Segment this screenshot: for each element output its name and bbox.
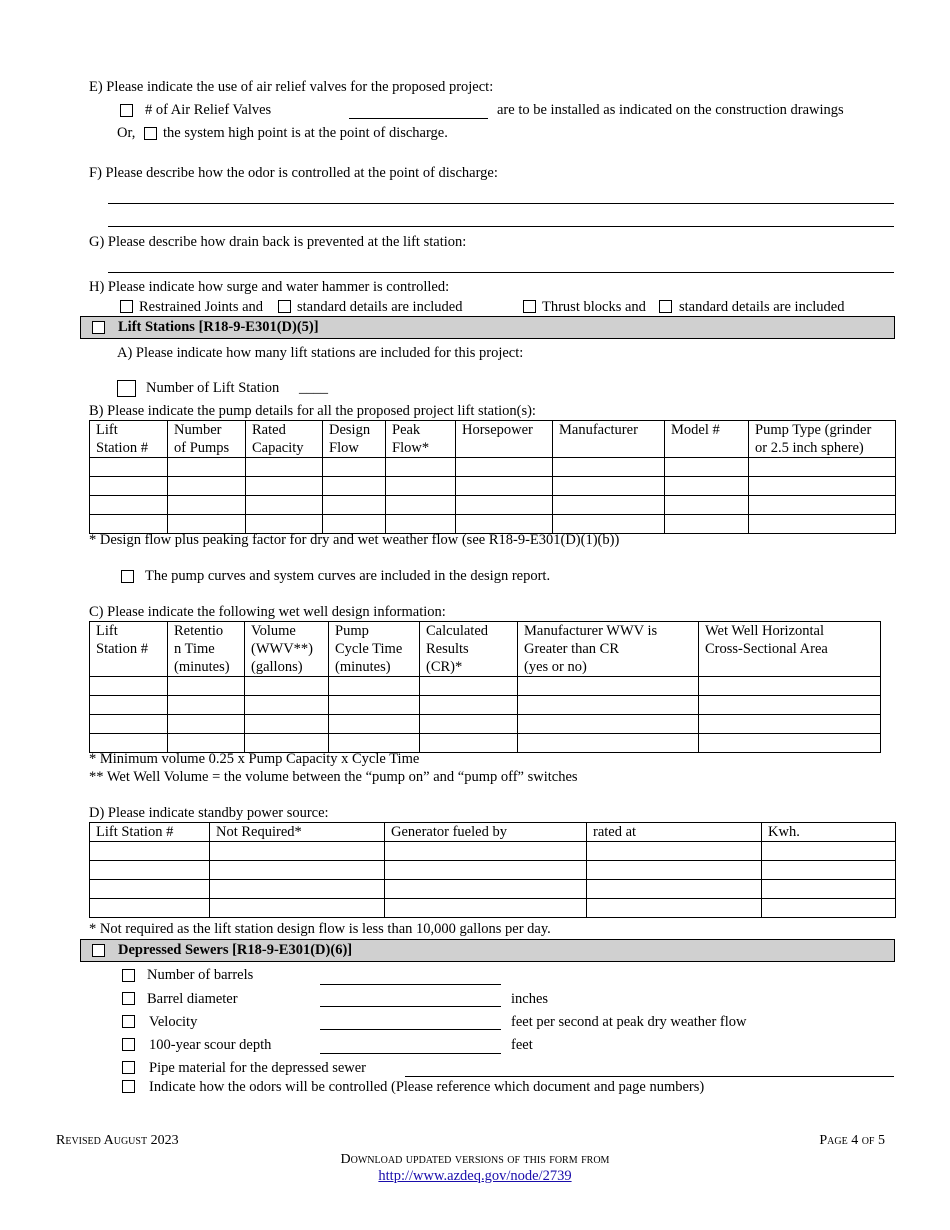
standard-details-2-checkbox[interactable] xyxy=(659,300,672,313)
column-header-line: Model # xyxy=(671,422,720,438)
column-header-line: Design xyxy=(329,422,371,438)
air-relief-checkbox[interactable] xyxy=(120,104,133,117)
table-cell[interactable] xyxy=(762,861,896,880)
column-header-line: Station # xyxy=(96,440,148,456)
number-of-lift-stations-checkbox[interactable] xyxy=(117,380,136,397)
column-header-line: Station # xyxy=(96,641,148,657)
column-header xyxy=(665,421,749,458)
diameter-unit: inches xyxy=(511,991,549,1007)
depressed-sewers-checkbox[interactable] xyxy=(92,944,105,957)
table-cell[interactable] xyxy=(245,696,329,715)
table-cell[interactable] xyxy=(329,677,420,696)
scour-label: 100-year scour depth xyxy=(149,1037,272,1053)
odors-checkbox[interactable] xyxy=(122,1080,135,1093)
column-header xyxy=(168,421,246,458)
table-cell[interactable] xyxy=(246,515,323,534)
column-header xyxy=(210,823,385,842)
table-cell[interactable] xyxy=(210,880,385,899)
column-header-line: Manufacturer xyxy=(559,422,638,438)
table-cell[interactable] xyxy=(420,715,518,734)
column-header-line: Lift xyxy=(96,623,118,639)
footer-page-number: Page 4 of 5 xyxy=(819,1133,885,1148)
table-cell[interactable] xyxy=(245,677,329,696)
table-cell[interactable] xyxy=(90,677,168,696)
table-row xyxy=(90,477,896,496)
table-row xyxy=(90,842,896,861)
column-header-line: Rated xyxy=(252,422,286,438)
footer-download-link[interactable]: http://www.azdeq.gov/node/2739 xyxy=(378,1168,572,1184)
table-cell[interactable] xyxy=(246,496,323,515)
column-header-line: Peak xyxy=(392,422,421,438)
table-cell[interactable] xyxy=(385,880,587,899)
table-cell[interactable] xyxy=(699,715,881,734)
table-cell[interactable] xyxy=(168,715,245,734)
table-cell[interactable] xyxy=(168,696,245,715)
velocity-checkbox[interactable] xyxy=(122,1015,135,1028)
table-cell[interactable] xyxy=(246,477,323,496)
column-header-line: Number xyxy=(174,422,222,438)
table-cell[interactable] xyxy=(245,715,329,734)
standard-details-2-label: standard details are included xyxy=(679,299,845,315)
column-header-line: Pump xyxy=(335,623,369,639)
section-f-question: F) Please describe how the odor is controlled at the point of discharge: xyxy=(89,165,498,181)
table-cell[interactable] xyxy=(329,734,420,753)
air-relief-suffix: are to be installed as indicated on the construction drawings xyxy=(497,102,844,118)
air-relief-label: # of Air Relief Valves xyxy=(145,102,272,118)
table-cell[interactable] xyxy=(385,842,587,861)
table-cell[interactable] xyxy=(749,496,896,515)
table-cell[interactable] xyxy=(587,861,762,880)
table-cell[interactable] xyxy=(323,515,386,534)
column-header xyxy=(518,622,699,677)
table-cell[interactable] xyxy=(386,496,456,515)
column-header xyxy=(386,421,456,458)
pump-details-table xyxy=(89,420,896,534)
table-cell[interactable] xyxy=(587,880,762,899)
table-cell[interactable] xyxy=(168,734,245,753)
table-cell[interactable] xyxy=(749,515,896,534)
section-g-question: G) Please describe how drain back is prevented at the lift station: xyxy=(89,234,467,250)
high-point-label: the system high point is at the point of discharge. xyxy=(163,125,448,141)
standard-details-1-label: standard details are included xyxy=(297,299,463,315)
table-cell[interactable] xyxy=(90,861,210,880)
column-header xyxy=(90,421,168,458)
table-row xyxy=(90,515,896,534)
table-cell[interactable] xyxy=(587,899,762,918)
table-cell[interactable] xyxy=(386,515,456,534)
or-prefix: Or, xyxy=(117,125,136,141)
table-cell[interactable] xyxy=(456,458,553,477)
table-row xyxy=(90,496,896,515)
column-header xyxy=(420,622,518,677)
wet-well-table xyxy=(89,621,881,753)
table-cell[interactable] xyxy=(762,842,896,861)
pump-table-header-row xyxy=(90,421,896,458)
table-cell[interactable] xyxy=(518,715,699,734)
column-header-line: of Pumps xyxy=(174,440,230,456)
table-cell[interactable] xyxy=(323,496,386,515)
column-header-line: rated at xyxy=(593,824,637,840)
table-cell[interactable] xyxy=(456,496,553,515)
table-cell[interactable] xyxy=(90,715,168,734)
column-header-line: (CR)* xyxy=(426,659,463,675)
lift-question-c: C) Please indicate the following wet well design information: xyxy=(89,604,446,620)
column-header-line: Flow* xyxy=(392,440,430,456)
column-header-line: Generator fueled by xyxy=(391,824,507,840)
table-cell[interactable] xyxy=(456,477,553,496)
table-cell[interactable] xyxy=(210,899,385,918)
power-footnote: * Not required as the lift station design flow is less than 10,000 gallons per day. xyxy=(89,921,551,937)
lift-stations-checkbox[interactable] xyxy=(92,321,105,334)
column-header xyxy=(749,421,896,458)
table-row xyxy=(90,458,896,477)
column-header xyxy=(587,823,762,842)
diameter-checkbox[interactable] xyxy=(122,992,135,1005)
table-cell[interactable] xyxy=(90,515,168,534)
table-cell[interactable] xyxy=(518,734,699,753)
column-header-line: (yes or no) xyxy=(524,659,587,675)
column-header-line: or 2.5 inch sphere) xyxy=(755,440,864,456)
column-header xyxy=(385,823,587,842)
table-cell[interactable] xyxy=(90,477,168,496)
column-header xyxy=(245,622,329,677)
table-cell[interactable] xyxy=(420,696,518,715)
pump-curves-checkbox[interactable] xyxy=(121,570,134,583)
table-cell[interactable] xyxy=(518,677,699,696)
scour-field[interactable] xyxy=(320,1053,501,1054)
table-cell[interactable] xyxy=(323,477,386,496)
odor-answer-line-2[interactable] xyxy=(108,226,894,227)
table-cell[interactable] xyxy=(90,842,210,861)
lift-stations-title: Lift Stations [R18-9-E301(D)(5)] xyxy=(118,319,319,335)
pipe-material-checkbox[interactable] xyxy=(122,1061,135,1074)
table-cell[interactable] xyxy=(90,880,210,899)
section-e-question: E) Please indicate the use of air relief valves for the proposed project: xyxy=(89,79,494,95)
depressed-sewers-section-header xyxy=(80,939,895,962)
lift-question-b: B) Please indicate the pump details for all the proposed project lift station(s): xyxy=(89,403,536,419)
number-of-lift-stations-label: Number of Lift Station xyxy=(146,380,280,396)
table-cell[interactable] xyxy=(420,734,518,753)
column-header-line: Manufacturer WWV is xyxy=(524,623,658,639)
velocity-field[interactable] xyxy=(320,1029,501,1030)
table-cell[interactable] xyxy=(90,496,168,515)
odor-answer-line-1[interactable] xyxy=(108,203,894,204)
column-header-line: Volume xyxy=(251,623,296,639)
wetwell-footnote-1: * Minimum volume 0.25 x Pump Capacity x Cycle Time xyxy=(89,751,420,767)
column-header-line: Greater than CR xyxy=(524,641,620,657)
table-cell[interactable] xyxy=(665,515,749,534)
pump-curves-label: The pump curves and system curves are included in the design report. xyxy=(145,568,551,584)
table-cell[interactable] xyxy=(329,715,420,734)
table-cell[interactable] xyxy=(168,677,245,696)
column-header-line: (gallons) xyxy=(251,659,303,675)
column-header-line: Cycle Time xyxy=(335,641,403,657)
column-header-line: Not Required* xyxy=(216,824,302,840)
footer-revised: Revised August 2023 xyxy=(56,1133,179,1148)
table-cell[interactable] xyxy=(385,899,587,918)
table-cell[interactable] xyxy=(553,458,665,477)
table-cell[interactable] xyxy=(553,515,665,534)
barrels-checkbox[interactable] xyxy=(122,969,135,982)
scour-checkbox[interactable] xyxy=(122,1038,135,1051)
table-row xyxy=(90,734,881,753)
table-cell[interactable] xyxy=(210,861,385,880)
column-header xyxy=(90,823,210,842)
column-header-line: Results xyxy=(426,641,469,657)
velocity-unit: feet per second at peak dry weather flow xyxy=(511,1014,747,1030)
table-cell[interactable] xyxy=(245,734,329,753)
table-cell[interactable] xyxy=(699,734,881,753)
column-header-line: Wet Well Horizontal xyxy=(705,623,825,639)
footer-download-text: Download updated versions of this form from xyxy=(340,1152,610,1167)
table-cell[interactable] xyxy=(762,880,896,899)
table-cell[interactable] xyxy=(553,477,665,496)
column-header-line: Retentio xyxy=(174,623,224,639)
number-of-lift-stations-blank[interactable]: ____ xyxy=(299,380,328,396)
air-relief-count-field[interactable] xyxy=(349,118,488,119)
velocity-label: Velocity xyxy=(149,1014,198,1030)
table-cell[interactable] xyxy=(762,899,896,918)
standby-power-table xyxy=(89,822,896,918)
table-cell[interactable] xyxy=(699,677,881,696)
column-header-line: Lift Station # xyxy=(96,824,174,840)
diameter-label: Barrel diameter xyxy=(147,991,238,1007)
table-cell[interactable] xyxy=(518,696,699,715)
table-cell[interactable] xyxy=(587,842,762,861)
table-cell[interactable] xyxy=(168,477,246,496)
table-row xyxy=(90,715,881,734)
table-cell[interactable] xyxy=(553,496,665,515)
drain-back-answer-line[interactable] xyxy=(108,272,894,273)
restrained-joints-checkbox[interactable] xyxy=(120,300,133,313)
column-header-line: (minutes) xyxy=(174,659,230,675)
section-h-question: H) Please indicate how surge and water hammer is controlled: xyxy=(89,279,450,295)
column-header xyxy=(90,622,168,677)
column-header-line: Pump Type (grinder xyxy=(755,422,872,438)
column-header-line: Calculated xyxy=(426,623,489,639)
column-header xyxy=(323,421,386,458)
thrust-blocks-label: Thrust blocks and xyxy=(542,299,646,315)
table-cell[interactable] xyxy=(456,515,553,534)
table-row xyxy=(90,696,881,715)
table-row xyxy=(90,880,896,899)
column-header-line: Capacity xyxy=(252,440,304,456)
diameter-field[interactable] xyxy=(320,1006,501,1007)
table-row xyxy=(90,677,881,696)
table-cell[interactable] xyxy=(168,496,246,515)
lift-stations-section-header xyxy=(80,316,895,339)
column-header xyxy=(553,421,665,458)
pump-footnote: * Design flow plus peaking factor for dry and wet weather flow (see R18-9-E301(D)(1)(b)) xyxy=(89,532,620,548)
scour-unit: feet xyxy=(511,1037,533,1053)
barrels-field[interactable] xyxy=(320,984,501,985)
table-cell[interactable] xyxy=(699,696,881,715)
table-cell[interactable] xyxy=(90,458,168,477)
column-header xyxy=(329,622,420,677)
pipe-material-field[interactable] xyxy=(405,1076,894,1077)
table-cell[interactable] xyxy=(665,477,749,496)
lift-question-d: D) Please indicate standby power source: xyxy=(89,805,329,821)
column-header-line: (minutes) xyxy=(335,659,391,675)
column-header-line: Lift xyxy=(96,422,118,438)
table-cell[interactable] xyxy=(90,899,210,918)
standard-details-1-checkbox[interactable] xyxy=(278,300,291,313)
table-cell[interactable] xyxy=(386,477,456,496)
column-header-line: Kwh. xyxy=(768,824,800,840)
depressed-sewers-title: Depressed Sewers [R18-9-E301(D)(6)] xyxy=(118,942,353,958)
table-cell[interactable] xyxy=(210,842,385,861)
table-cell[interactable] xyxy=(749,477,896,496)
wetwell-table-header-row xyxy=(90,622,881,677)
thrust-blocks-checkbox[interactable] xyxy=(523,300,536,313)
wetwell-footnote-2: ** Wet Well Volume = the volume between the “pump on” and “pump off” switches xyxy=(89,769,578,785)
column-header xyxy=(762,823,896,842)
table-cell[interactable] xyxy=(386,458,456,477)
table-cell[interactable] xyxy=(420,677,518,696)
power-table-header-row xyxy=(90,823,896,842)
table-cell[interactable] xyxy=(665,458,749,477)
lift-question-a: A) Please indicate how many lift stations are included for this project: xyxy=(117,345,524,361)
column-header-line: (WWV**) xyxy=(251,641,314,657)
table-cell[interactable] xyxy=(168,515,246,534)
column-header-line: Cross-Sectional Area xyxy=(705,641,828,657)
column-header xyxy=(699,622,881,677)
table-cell[interactable] xyxy=(749,458,896,477)
column-header xyxy=(246,421,323,458)
column-header-line: Flow xyxy=(329,440,359,456)
table-row xyxy=(90,861,896,880)
column-header xyxy=(456,421,553,458)
odors-label: Indicate how the odors will be controlled (Please reference which document and page numbers) xyxy=(149,1079,705,1095)
column-header-line: Horsepower xyxy=(462,422,533,438)
table-cell[interactable] xyxy=(168,458,246,477)
table-cell[interactable] xyxy=(329,696,420,715)
barrels-label: Number of barrels xyxy=(147,967,254,983)
restrained-joints-label: Restrained Joints and xyxy=(139,299,264,315)
table-cell[interactable] xyxy=(90,696,168,715)
table-row xyxy=(90,899,896,918)
table-cell[interactable] xyxy=(246,458,323,477)
pipe-material-label: Pipe material for the depressed sewer xyxy=(149,1060,367,1076)
table-cell[interactable] xyxy=(323,458,386,477)
column-header-line: n Time xyxy=(174,641,215,657)
high-point-checkbox[interactable] xyxy=(144,127,157,140)
table-cell[interactable] xyxy=(90,734,168,753)
column-header xyxy=(168,622,245,677)
table-cell[interactable] xyxy=(385,861,587,880)
table-cell[interactable] xyxy=(665,496,749,515)
